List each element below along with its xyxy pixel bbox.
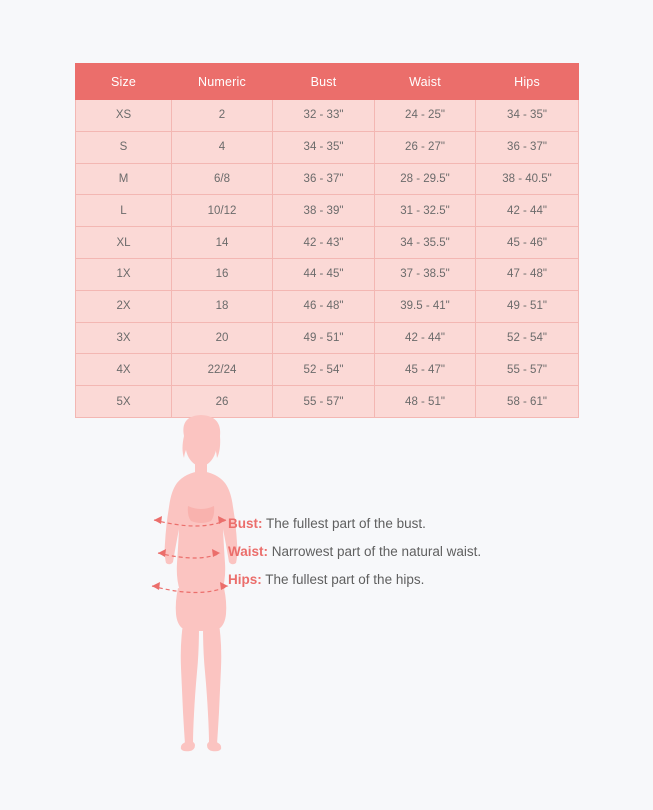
legend-label-bust: Bust: (228, 516, 263, 531)
cell-waist: 37 - 38.5" (375, 258, 476, 290)
table-row (76, 227, 579, 259)
cell-numeric: 10/12 (172, 195, 273, 227)
cell-numeric: 2 (172, 100, 273, 132)
cell-waist: 45 - 47" (375, 354, 476, 386)
cell-size: 3X (76, 322, 172, 354)
cell-bust: 34 - 35" (273, 131, 375, 163)
cell-bust: 46 - 48" (273, 290, 375, 322)
cell-numeric: 14 (172, 227, 273, 259)
cell-size: 5X (76, 386, 172, 418)
cell-bust: 32 - 33" (273, 100, 375, 132)
cell-hips: 42 - 44" (476, 195, 579, 227)
cell-waist: 39.5 - 41" (375, 290, 476, 322)
cell-size: 1X (76, 258, 172, 290)
column-header-bust: Bust (273, 64, 375, 100)
size-chart-table-container (75, 63, 578, 418)
table-header (76, 64, 579, 100)
table-row (76, 163, 579, 195)
cell-numeric: 18 (172, 290, 273, 322)
cell-size: XS (76, 100, 172, 132)
cell-bust: 49 - 51" (273, 322, 375, 354)
column-header-hips: Hips (476, 64, 579, 100)
cell-numeric: 4 (172, 131, 273, 163)
legend-item-hips (228, 566, 608, 594)
column-header-waist: Waist (375, 64, 476, 100)
legend-item-bust (228, 510, 608, 538)
measurement-guide (0, 410, 653, 790)
cell-numeric: 16 (172, 258, 273, 290)
cell-size: 4X (76, 354, 172, 386)
cell-bust: 42 - 43" (273, 227, 375, 259)
cell-bust: 52 - 54" (273, 354, 375, 386)
cell-hips: 36 - 37" (476, 131, 579, 163)
cell-hips: 34 - 35" (476, 100, 579, 132)
measurement-legend (228, 510, 608, 594)
cell-hips: 49 - 51" (476, 290, 579, 322)
cell-waist: 28 - 29.5" (375, 163, 476, 195)
column-header-size: Size (76, 64, 172, 100)
table-header-row (76, 64, 579, 100)
cell-waist: 34 - 35.5" (375, 227, 476, 259)
cell-numeric: 22/24 (172, 354, 273, 386)
table-row (76, 290, 579, 322)
cell-size: M (76, 163, 172, 195)
cell-hips: 45 - 46" (476, 227, 579, 259)
cell-bust: 44 - 45" (273, 258, 375, 290)
cell-numeric: 6/8 (172, 163, 273, 195)
cell-numeric: 20 (172, 322, 273, 354)
legend-label-waist: Waist: (228, 544, 268, 559)
cell-bust: 55 - 57" (273, 386, 375, 418)
cell-hips: 58 - 61" (476, 386, 579, 418)
table-row (76, 322, 579, 354)
cell-bust: 38 - 39" (273, 195, 375, 227)
cell-waist: 42 - 44" (375, 322, 476, 354)
cell-size: S (76, 131, 172, 163)
cell-waist: 31 - 32.5" (375, 195, 476, 227)
cell-size: XL (76, 227, 172, 259)
legend-label-hips: Hips: (228, 572, 262, 587)
table-row (76, 258, 579, 290)
cell-waist: 24 - 25" (375, 100, 476, 132)
legend-item-waist (228, 538, 608, 566)
legend-text-waist: Narrowest part of the natural waist. (268, 544, 482, 559)
table-row (76, 195, 579, 227)
cell-hips: 55 - 57" (476, 354, 579, 386)
table-row (76, 100, 579, 132)
cell-size: L (76, 195, 172, 227)
table-row (76, 354, 579, 386)
column-header-numeric: Numeric (172, 64, 273, 100)
legend-text-bust: The fullest part of the bust. (262, 516, 426, 531)
cell-bust: 36 - 37" (273, 163, 375, 195)
cell-hips: 47 - 48" (476, 258, 579, 290)
table-body (76, 100, 579, 418)
cell-waist: 48 - 51" (375, 386, 476, 418)
cell-waist: 26 - 27" (375, 131, 476, 163)
size-chart-table (75, 63, 579, 418)
cell-hips: 38 - 40.5" (476, 163, 579, 195)
table-row (76, 131, 579, 163)
legend-text-hips: The fullest part of the hips. (261, 572, 425, 587)
cell-size: 2X (76, 290, 172, 322)
cell-hips: 52 - 54" (476, 322, 579, 354)
cell-numeric: 26 (172, 386, 273, 418)
